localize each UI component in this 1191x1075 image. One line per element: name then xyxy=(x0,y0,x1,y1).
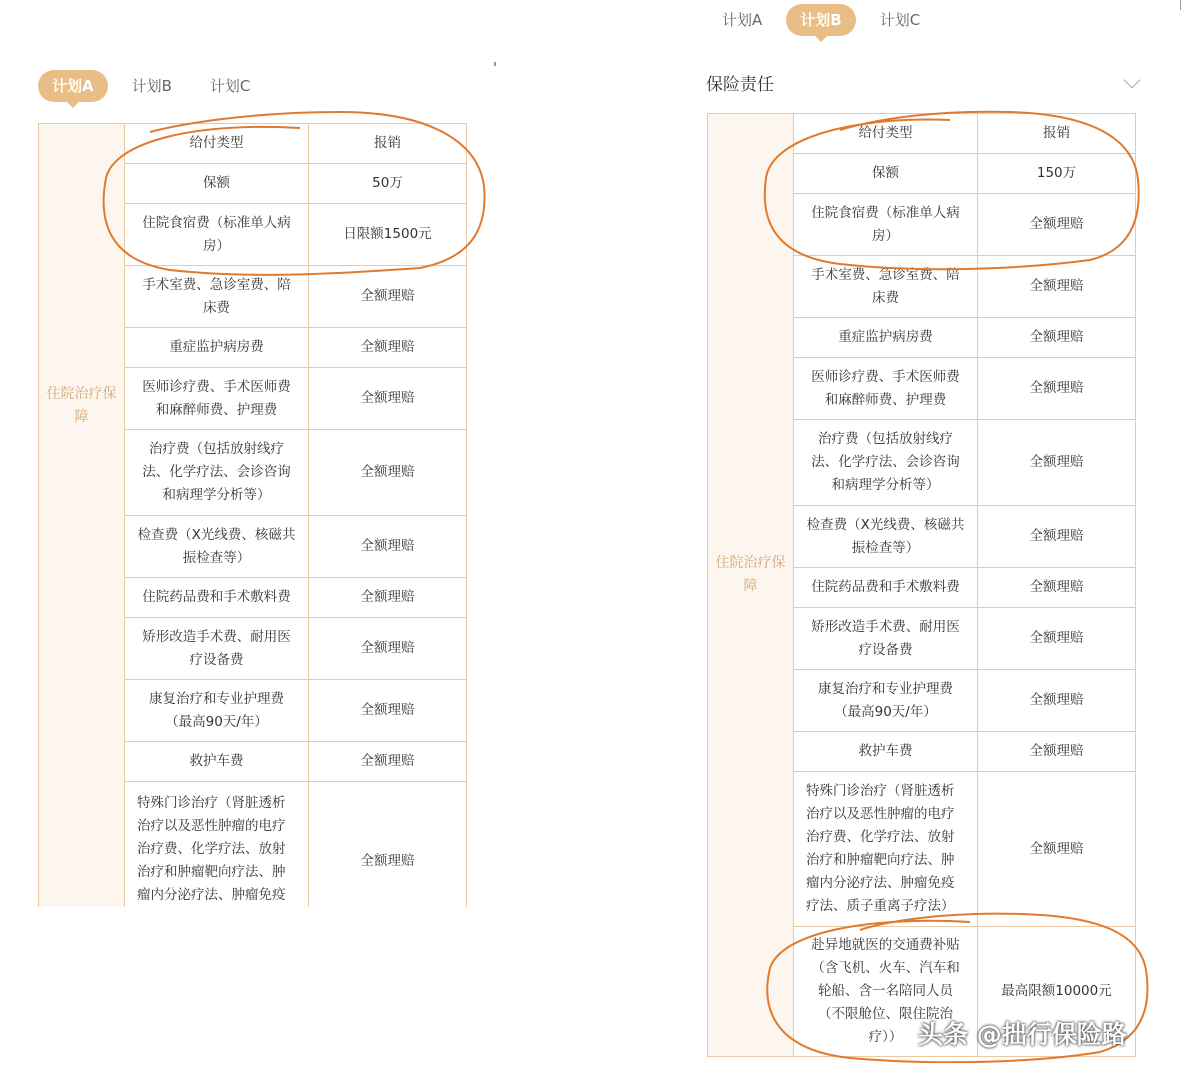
tab-plan-a[interactable]: 计划A xyxy=(38,70,108,102)
value-cell: 全额理赔 xyxy=(309,430,467,516)
item-cell: 手术室费、急诊室费、陪床费 xyxy=(794,256,978,318)
value-cell: 全额理赔 xyxy=(309,368,467,430)
right-clip xyxy=(690,0,1191,1063)
item-cell: 矫形改造手术费、耐用医疗设备费 xyxy=(125,618,309,680)
item-cell: 矫形改造手术费、耐用医疗设备费 xyxy=(794,608,978,670)
category-label: 住院治疗保障 xyxy=(715,555,786,594)
benefit-table xyxy=(38,123,467,907)
value-cell: 全额理赔 xyxy=(978,318,1136,358)
item-cell: 医师诊疗费、手术医师费和麻醉师费、护理费 xyxy=(125,368,309,430)
right-screenshot-panel xyxy=(690,0,1191,1075)
tab-plan-c[interactable]: 计划C xyxy=(209,77,251,95)
edge-mark xyxy=(1180,0,1181,10)
item-cell: 保额 xyxy=(125,164,309,204)
value-cell: 全额理赔 xyxy=(978,194,1136,256)
category-cell xyxy=(708,114,794,1057)
value-cell: 全额理赔 xyxy=(309,328,467,368)
value-cell: 报销 xyxy=(309,124,467,164)
value-cell: 全额理赔 xyxy=(978,568,1136,608)
watermark-text: 头条 @拙行保险路 xyxy=(918,1020,1127,1049)
item-cell: 重症监护病房费 xyxy=(794,318,978,358)
item-cell: 特殊门诊治疗（肾脏透析治疗以及恶性肿瘤的电疗治疗费、化学疗法、放射治疗和肿瘤靶向疗法、肿瘤内分泌疗法、肿瘤免疫 xyxy=(125,782,309,908)
item-cell: 医师诊疗费、手术医师费和麻醉师费、护理费 xyxy=(794,358,978,420)
value-cell: 全额理赔 xyxy=(309,742,467,782)
value-cell: 全额理赔 xyxy=(309,618,467,680)
item-cell: 康复治疗和专业护理费（最高90天/年） xyxy=(794,670,978,732)
item-cell: 治疗费（包括放射线疗法、化学疗法、会诊咨询和病理学分析等） xyxy=(125,430,309,516)
item-cell: 给付类型 xyxy=(794,114,978,154)
value-cell: 全额理赔 xyxy=(978,732,1136,772)
item-cell: 住院药品费和手术敷料费 xyxy=(794,568,978,608)
value-cell: 全额理赔 xyxy=(309,578,467,618)
value-cell: 全额理赔 xyxy=(978,506,1136,568)
stray-mark xyxy=(494,62,496,66)
benefit-table xyxy=(707,113,1136,1057)
item-cell: 手术室费、急诊室费、陪床费 xyxy=(125,266,309,328)
plan-tabs xyxy=(708,4,944,36)
category-label: 住院治疗保障 xyxy=(46,385,117,425)
item-cell: 保额 xyxy=(794,154,978,194)
category-cell xyxy=(39,124,125,908)
value-cell: 全额理赔 xyxy=(978,772,1136,927)
item-cell: 康复治疗和专业护理费（最高90天/年） xyxy=(125,680,309,742)
item-cell: 住院药品费和手术敷料费 xyxy=(125,578,309,618)
table-row xyxy=(708,114,1136,154)
item-cell: 治疗费（包括放射线疗法、化学疗法、会诊咨询和病理学分析等） xyxy=(794,420,978,506)
tab-plan-c[interactable]: 计划C xyxy=(879,11,921,29)
left-clip xyxy=(0,0,500,907)
value-cell: 全额理赔 xyxy=(978,256,1136,318)
value-cell: 全额理赔 xyxy=(309,782,467,908)
tab-plan-a[interactable]: 计划A xyxy=(722,11,763,29)
value-cell: 日限额1500元 xyxy=(309,204,467,266)
value-cell: 全额理赔 xyxy=(309,266,467,328)
item-cell: 救护车费 xyxy=(794,732,978,772)
value-cell: 全额理赔 xyxy=(978,670,1136,732)
value-cell: 最高限额10000元 xyxy=(978,927,1136,1057)
section-title: 保险责任 xyxy=(706,75,774,95)
tab-plan-b[interactable]: 计划B xyxy=(786,4,855,36)
value-cell: 全额理赔 xyxy=(309,516,467,578)
chevron-down-icon[interactable] xyxy=(1124,71,1141,88)
value-cell: 报销 xyxy=(978,114,1136,154)
value-cell: 150万 xyxy=(978,154,1136,194)
item-cell: 住院食宿费（标准单人病房） xyxy=(794,194,978,256)
item-cell: 给付类型 xyxy=(125,124,309,164)
table-row xyxy=(39,124,467,164)
section-header[interactable] xyxy=(706,70,1146,95)
item-cell: 救护车费 xyxy=(125,742,309,782)
value-cell: 全额理赔 xyxy=(978,358,1136,420)
item-cell: 特殊门诊治疗（肾脏透析治疗以及恶性肿瘤的电疗治疗费、化学疗法、放射治疗和肿瘤靶向疗法、肿瘤内分泌疗法、肿瘤免疫疗法、质子重离子疗法） xyxy=(794,772,978,927)
left-screenshot-panel xyxy=(0,0,500,1075)
value-cell: 50万 xyxy=(309,164,467,204)
item-cell: 赴异地就医的交通费补贴（含飞机、火车、汽车和轮船、含一名陪同人员（不限舱位、限住院治疗）） xyxy=(794,927,978,1057)
item-cell: 检查费（X光线费、核磁共振检查等） xyxy=(794,506,978,568)
value-cell: 全额理赔 xyxy=(978,420,1136,506)
item-cell: 住院食宿费（标准单人病房） xyxy=(125,204,309,266)
tab-plan-b[interactable]: 计划B xyxy=(131,77,172,95)
item-cell: 重症监护病房费 xyxy=(125,328,309,368)
plan-tabs xyxy=(38,70,274,102)
item-cell: 检查费（X光线费、核磁共振检查等） xyxy=(125,516,309,578)
value-cell: 全额理赔 xyxy=(978,608,1136,670)
value-cell: 全额理赔 xyxy=(309,680,467,742)
